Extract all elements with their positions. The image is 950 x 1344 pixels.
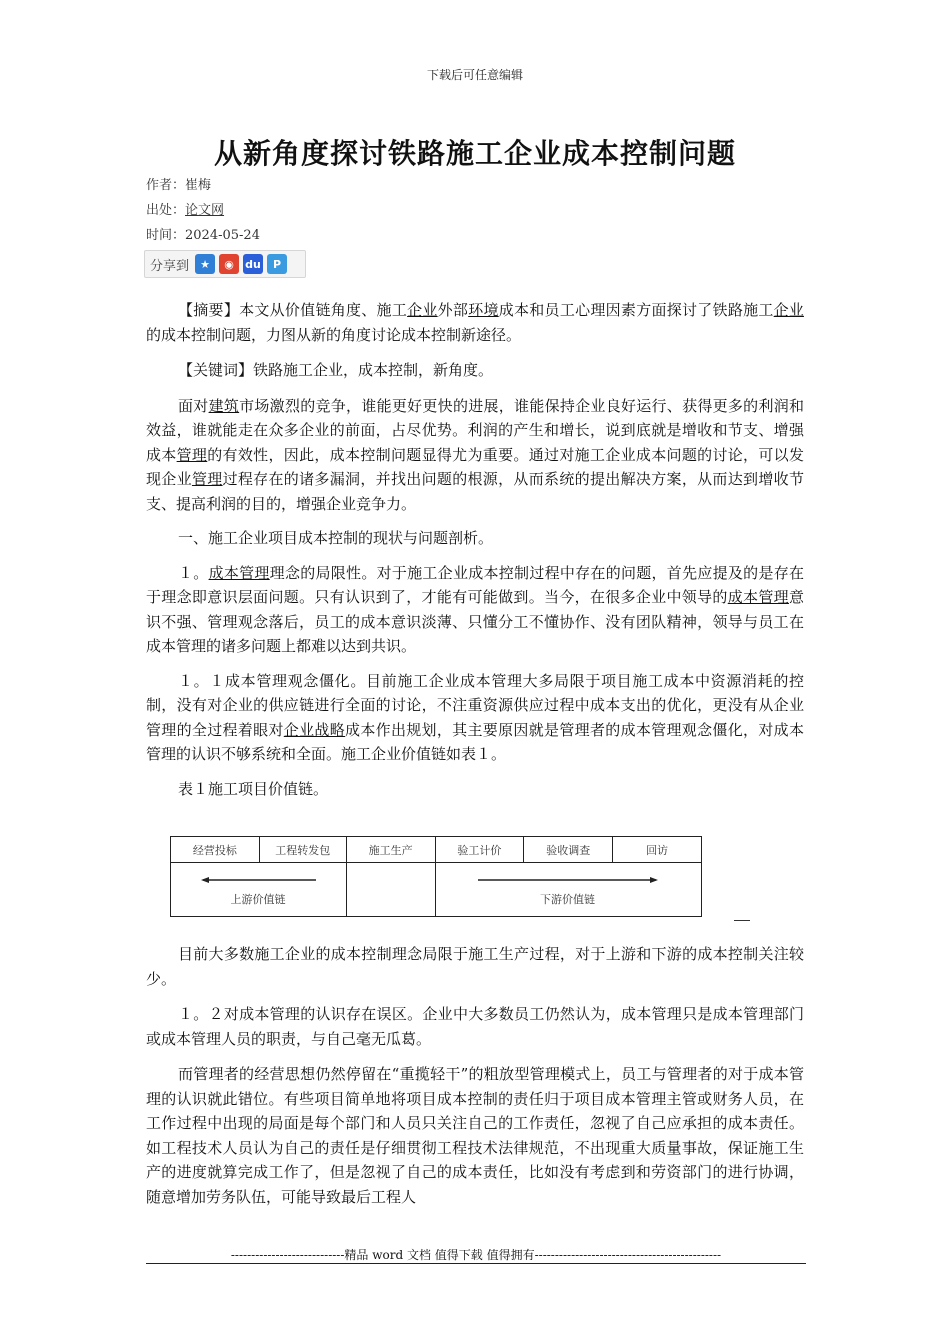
value-chain-header: 经营投标 — [171, 837, 260, 863]
page-title: 从新角度探讨铁路施工企业成本控制问题 — [213, 137, 736, 170]
meta-time — [146, 227, 260, 245]
text-run: 而管理者的经营思想仍然停留在“重揽轻干”的粗放型管理模式上，员工与管理者的对于成本管理的认识就此错位。有些项目简单地将项目成本控制的责任归于项目成本管理主管或财务人员，在工作过程中出现的局面是每个部门和人员只关注自己的工作责任，忽视了自己应承担的成本责任。如工程技术人员认为自己的责任是仔细贯彻工程技术法律规范，不出现重大质量事故，保证施工生产的进度就算完成工作了，但是忽视了自己的成本责任，比如没有考虑到和劳资部门的进行协调，随意增加劳务队伍，可能导致最后工程人 — [146, 1065, 804, 1206]
qq-share-icon[interactable]: P — [267, 254, 287, 274]
text-run: 【摘要】本文从价值链角度、施工 — [178, 301, 408, 319]
text-run: 过程存在的诸多漏洞，并找出问题的根源，从而系统的提出解决方案，从而达到增收节支、提高利润的目的，增强企业竞争力。 — [146, 470, 804, 513]
text-run: 的有效性，因此，成本控制问题显得尤为重要。通过对施工企业成本问题的讨论，可以发现企业 — [146, 445, 804, 488]
meta-author — [146, 177, 211, 195]
inline-link[interactable]: 管理 — [176, 445, 208, 464]
paragraph-1 — [146, 561, 804, 659]
text-run: １。１成本管理观念僵化。目前施工企业成本管理大多局限于项目施工成本中资源消耗的控制，没有对企业的供应链进行全面的讨论，不注重资源供应过程中成本支出的优化，更没有从企业管理的全过程着眼对 — [146, 671, 804, 739]
footer-note: ----------------------------精品 word 文档 值得下载 值得拥有---------------------------------------------- — [230, 1248, 722, 1262]
divider — [734, 920, 750, 921]
text-run: 的成本控制问题，力图从新的角度讨论成本控制新途径。 — [146, 325, 522, 344]
inline-link[interactable]: 企业 — [773, 301, 804, 319]
footer-divider — [146, 1263, 806, 1264]
upstream-cell — [171, 863, 347, 917]
qzone-share-icon[interactable]: ★ — [195, 254, 215, 274]
upstream-label: 上游价值链 — [230, 893, 286, 906]
source-label: 出处： — [146, 203, 186, 218]
weibo-share-icon[interactable]: ◉ — [219, 254, 239, 274]
inline-link[interactable]: 企业战略 — [283, 720, 346, 739]
section-heading-1 — [146, 526, 804, 551]
text-run: １。２对成本管理的认识存在误区。企业中大多数员工仍然认为，成本管理只是成本管理部门或成本管理人员的职责，与自己毫无瓜葛。 — [146, 1005, 804, 1048]
text-run: 理念的局限性。对于施工企业成本控制过程中存在的问题，首先应提及的是存在于理念即意识层面问题。只有认识到了，才能有可能做到。当今，在很多企业中领导的 — [146, 563, 804, 606]
text-run: 市场激烈的竞争，谁能更好更快的进展，谁能保持企业良好运行、获得更多的利润和效益，谁就能走在众多企业的前面，占尽优势。利润的产生和增长，说到底就是增收和节支、增强成本 — [146, 396, 804, 464]
value-chain-header: 施工生产 — [346, 837, 435, 863]
time-label: 时间： — [146, 228, 186, 243]
inline-link[interactable]: 建筑 — [208, 396, 240, 415]
text-run: 意识不强、管理观念落后，员工的成本意识淡薄、只懂分工不懂协作、没有团队精神，领导与员工在成本管理的诸多问题上都难以达到共识。 — [146, 588, 804, 655]
text-run: 面对 — [178, 396, 209, 415]
share-bar — [144, 250, 306, 278]
text-run: 外部 — [437, 301, 469, 319]
paragraph-after-table — [146, 942, 804, 991]
body-section-2 — [146, 942, 804, 1209]
inline-link[interactable]: 成本管理 — [208, 563, 270, 582]
text-run: 成本作出规划，其主要原因就是管理者的成本管理观念僵化，对成本管理的认识不够系统和全面。施工企业价值链如表１。 — [146, 720, 804, 763]
text-run: 【关键词】铁路施工企业，成本控制，新角度。 — [178, 361, 494, 379]
downstream-label: 下游价值链 — [540, 893, 595, 906]
inline-link[interactable]: 企业 — [407, 301, 438, 319]
table-caption — [146, 777, 804, 802]
value-chain-header-row — [171, 837, 702, 863]
inline-link[interactable]: 管理 — [191, 470, 223, 488]
paragraph-1-1 — [146, 669, 804, 767]
inline-link[interactable]: 成本管理 — [727, 588, 789, 606]
value-chain-body-row — [171, 863, 702, 917]
text-run: 表１施工项目价值链。 — [178, 779, 329, 798]
text-run: 成本和员工心理因素方面探讨了铁路施工 — [498, 301, 774, 319]
paragraph-management — [146, 1062, 804, 1209]
time-value: 2024-05-24 — [185, 228, 260, 243]
downstream-cell — [435, 863, 702, 917]
paragraph-abstract — [146, 298, 804, 347]
header-note: 下载后可任意编辑 — [426, 68, 523, 82]
author-name: 崔梅 — [185, 178, 212, 193]
right-arrow-icon — [436, 863, 700, 915]
value-chain-header: 验收调查 — [524, 837, 613, 863]
value-chain-header: 验工计价 — [435, 837, 524, 863]
production-cell — [346, 863, 435, 917]
author-label: 作者： — [146, 178, 186, 193]
text-run: 一、施工企业项目成本控制的现状与问题剖析。 — [178, 529, 494, 547]
inline-link[interactable]: 环境 — [468, 301, 499, 319]
value-chain-header: 回访 — [613, 837, 702, 863]
left-arrow-icon — [171, 863, 345, 915]
body-section-1 — [146, 298, 804, 801]
value-chain-table — [170, 836, 704, 918]
meta-source — [146, 202, 224, 220]
source-link[interactable]: 论文网 — [185, 203, 225, 218]
paragraph-intro — [146, 394, 804, 517]
baidu-share-icon[interactable]: du — [243, 254, 263, 274]
text-run: 目前大多数施工企业的成本控制理念局限于施工生产过程，对于上游和下游的成本控制关注较少。 — [146, 945, 804, 988]
paragraph-1-2 — [146, 1002, 804, 1051]
paragraph-keywords — [146, 358, 804, 383]
text-run: １。 — [178, 563, 209, 582]
value-chain-header: 工程转发包 — [259, 837, 346, 863]
share-label: 分享到 — [150, 258, 190, 274]
